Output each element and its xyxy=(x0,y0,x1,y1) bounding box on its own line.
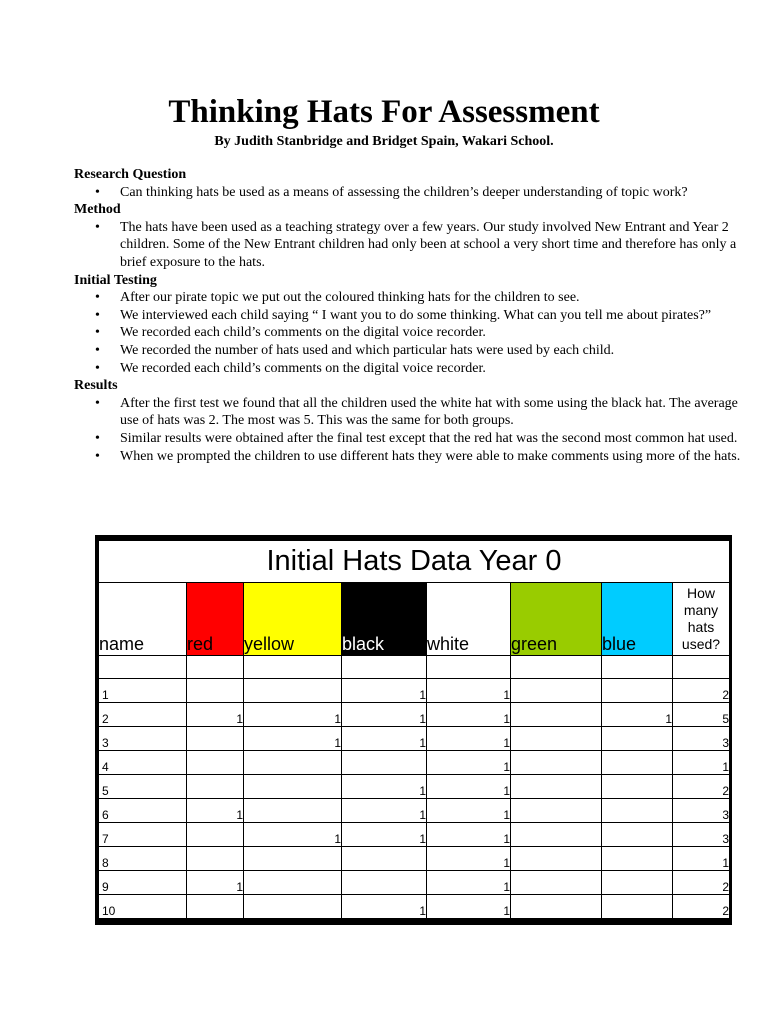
table-cell xyxy=(511,775,602,799)
table-row xyxy=(99,895,730,919)
table-cell: 1 xyxy=(427,871,511,895)
bullet-text: After the first test we found that all the children used the white hat with some using the black hat. The average use of hats was 2. The most was 5. This was the same for both groups. xyxy=(120,395,738,429)
table-cell xyxy=(187,727,244,751)
table-cell: 2 xyxy=(673,871,730,895)
table-row xyxy=(99,775,730,799)
table-cell xyxy=(187,823,244,847)
bullet-list xyxy=(74,219,758,272)
table-cell xyxy=(187,751,244,775)
row-name-cell: 1 xyxy=(99,679,187,703)
table-cell xyxy=(602,751,673,775)
bullet-text: Can thinking hats be used as a means of assessing the children’s deeper understanding of topic work? xyxy=(120,184,688,200)
bullet-list xyxy=(74,395,758,465)
column-header-green: green xyxy=(511,583,602,656)
row-name-cell: 9 xyxy=(99,871,187,895)
table-cell xyxy=(244,775,342,799)
column-header-blue: blue xyxy=(602,583,673,656)
document-subtitle: By Judith Stanbridge and Bridget Spain, Wakari School. xyxy=(214,134,554,149)
table-cell: 1 xyxy=(342,823,427,847)
table-cell xyxy=(511,703,602,727)
row-name-cell: 8 xyxy=(99,847,187,871)
bullet-icon: • xyxy=(95,342,100,358)
table-cell: 1 xyxy=(244,823,342,847)
table-cell xyxy=(99,656,187,679)
table-cell xyxy=(244,656,342,679)
bullet-icon: • xyxy=(95,184,100,200)
table-cell: 1 xyxy=(427,679,511,703)
bullet-item xyxy=(74,430,758,448)
table-cell xyxy=(511,823,602,847)
table-cell xyxy=(602,847,673,871)
table-cell xyxy=(187,656,244,679)
table-cell: 1 xyxy=(427,703,511,727)
table-cell xyxy=(187,895,244,919)
section-heading: Method xyxy=(74,202,121,218)
section-heading: Research Question xyxy=(74,167,187,182)
row-name-cell: 5 xyxy=(99,775,187,799)
bullet-text: When we prompted the children to use different hats they were able to make comments using more of the hats. xyxy=(120,448,741,464)
bullet-icon: • xyxy=(95,430,100,446)
table-cell: 1 xyxy=(673,847,730,871)
table-cell xyxy=(602,727,673,751)
bullet-text: After our pirate topic we put out the coloured thinking hats for the children to see. xyxy=(120,290,580,306)
table-cell xyxy=(244,799,342,823)
table-cell xyxy=(187,679,244,703)
table-cell: 3 xyxy=(673,799,730,823)
bullet-text: We recorded each child’s comments on the digital voice recorder. xyxy=(120,360,486,376)
table-row xyxy=(99,679,730,703)
table-cell xyxy=(511,895,602,919)
bullet-icon: • xyxy=(95,307,100,323)
table-row xyxy=(99,799,730,823)
table-row xyxy=(99,751,730,775)
bullet-text: The hats have been used as a teaching strategy over a few years. Our study involved New Entrant and Year 2 children. Some of the New Entrant children had only been at school a very short time and therefore has only a brief exposure to the hats. xyxy=(120,219,737,270)
table-cell: 1 xyxy=(427,775,511,799)
table-cell xyxy=(187,775,244,799)
table-cell: 1 xyxy=(342,703,427,727)
table-cell xyxy=(602,823,673,847)
hats-data-table-frame xyxy=(95,535,732,925)
table-cell: 1 xyxy=(427,727,511,751)
table-cell: 1 xyxy=(187,871,244,895)
table-cell xyxy=(511,751,602,775)
table-cell xyxy=(342,847,427,871)
table-row xyxy=(99,703,730,727)
table-cell: 2 xyxy=(673,679,730,703)
table-blank-row xyxy=(99,656,730,679)
row-name-cell: 6 xyxy=(99,799,187,823)
column-header-white: white xyxy=(427,583,511,656)
table-cell: 1 xyxy=(673,751,730,775)
bullet-item xyxy=(74,448,758,466)
column-header-black: black xyxy=(342,583,427,656)
table-cell xyxy=(602,871,673,895)
bullet-item xyxy=(74,307,758,325)
table-cell: 1 xyxy=(427,823,511,847)
row-name-cell: 4 xyxy=(99,751,187,775)
table-row xyxy=(99,871,730,895)
table-cell xyxy=(511,656,602,679)
table-cell xyxy=(602,799,673,823)
table-cell: 1 xyxy=(342,679,427,703)
table-cell: 1 xyxy=(342,895,427,919)
bullet-item xyxy=(74,360,758,378)
table-cell: 1 xyxy=(427,895,511,919)
table-cell xyxy=(602,775,673,799)
bullet-icon: • xyxy=(95,448,100,464)
table-row xyxy=(99,727,730,751)
table-cell xyxy=(511,679,602,703)
column-header-hats-used: How many hats used? xyxy=(673,583,730,656)
table-cell xyxy=(187,847,244,871)
bullet-list xyxy=(74,184,758,202)
table-cell: 2 xyxy=(673,895,730,919)
table-cell: 1 xyxy=(427,847,511,871)
bullet-icon: • xyxy=(95,360,100,376)
column-header-red: red xyxy=(187,583,244,656)
table-cell: 1 xyxy=(342,727,427,751)
table-cell: 3 xyxy=(673,823,730,847)
table-cell xyxy=(602,656,673,679)
table-header-row xyxy=(99,583,730,656)
table-cell xyxy=(511,871,602,895)
table-cell: 1 xyxy=(244,703,342,727)
row-name-cell: 3 xyxy=(99,727,187,751)
row-name-cell: 10 xyxy=(99,895,187,919)
bullet-text: Similar results were obtained after the final test except that the red hat was the second most common hat used. xyxy=(120,430,738,446)
section-heading: Initial Testing xyxy=(74,272,157,288)
table-cell xyxy=(511,799,602,823)
table-row xyxy=(99,847,730,871)
table-cell xyxy=(244,847,342,871)
table-cell: 1 xyxy=(187,799,244,823)
table-cell xyxy=(342,751,427,775)
table-cell: 1 xyxy=(342,775,427,799)
bullet-item xyxy=(74,289,758,307)
table-cell: 1 xyxy=(187,703,244,727)
table-cell xyxy=(342,871,427,895)
document-body xyxy=(74,166,758,465)
document-title: Thinking Hats For Assessment xyxy=(168,94,600,130)
table-cell xyxy=(244,679,342,703)
bullet-item xyxy=(74,342,758,360)
section-heading: Results xyxy=(74,378,118,394)
table-cell: 3 xyxy=(673,727,730,751)
bullet-text: We interviewed each child saying “ I want you to do some thinking. What can you tell me about pirates?” xyxy=(120,307,712,323)
bullet-item xyxy=(74,395,758,430)
table-cell: 2 xyxy=(673,775,730,799)
table-cell xyxy=(244,871,342,895)
table-cell: 1 xyxy=(602,703,673,727)
table-row xyxy=(99,823,730,847)
row-name-cell: 7 xyxy=(99,823,187,847)
table-cell xyxy=(342,656,427,679)
table-cell: 1 xyxy=(427,799,511,823)
table-cell xyxy=(511,727,602,751)
bullet-icon: • xyxy=(95,395,100,411)
bullet-list xyxy=(74,289,758,377)
bullet-text: We recorded the number of hats used and which particular hats were used by each child. xyxy=(120,342,615,358)
bullet-text: We recorded each child’s comments on the digital voice recorder. xyxy=(120,325,486,341)
bullet-icon: • xyxy=(95,219,100,235)
table-cell xyxy=(244,895,342,919)
row-name-cell: 2 xyxy=(99,703,187,727)
table-cell: 1 xyxy=(342,799,427,823)
bullet-icon: • xyxy=(95,290,100,306)
column-header-name: name xyxy=(99,583,187,656)
hats-data-table xyxy=(98,540,730,919)
bullet-item xyxy=(74,219,758,272)
table-cell xyxy=(244,751,342,775)
bullet-icon: • xyxy=(95,325,100,341)
table-cell xyxy=(427,656,511,679)
column-header-yellow: yellow xyxy=(244,583,342,656)
table-cell: 1 xyxy=(244,727,342,751)
bullet-item xyxy=(74,324,758,342)
table-cell xyxy=(673,656,730,679)
table-cell: 5 xyxy=(673,703,730,727)
table-cell xyxy=(511,847,602,871)
bullet-item xyxy=(74,184,758,202)
table-cell: 1 xyxy=(427,751,511,775)
table-cell xyxy=(602,895,673,919)
table-cell xyxy=(602,679,673,703)
table-title: Initial Hats Data Year 0 xyxy=(99,541,730,583)
